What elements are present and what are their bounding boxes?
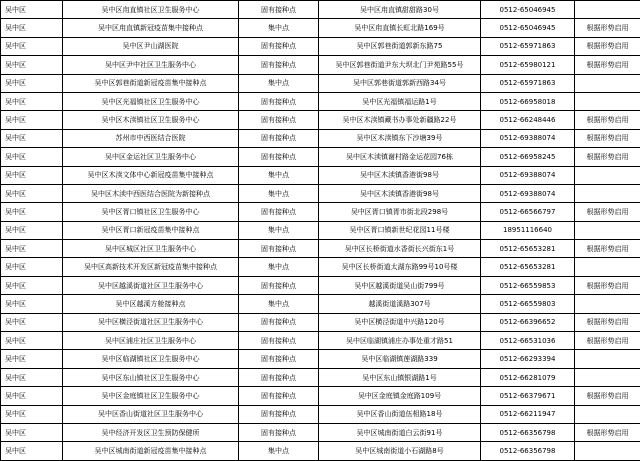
phone-cell: 0512-66958018 <box>481 92 575 110</box>
address-cell: 吴中区郭巷街道郭新东路75 <box>319 37 481 55</box>
note-cell: 根据形势启用 <box>575 423 640 441</box>
site-type-cell: 固有接种点 <box>239 368 319 386</box>
note-cell <box>575 74 640 92</box>
phone-cell: 0512-69388074 <box>481 129 575 147</box>
address-cell: 吴中区越溪街道吴山街799号 <box>319 276 481 294</box>
site-name-cell: 吴中区郭巷街道新冠疫苗集中接种点 <box>63 74 239 92</box>
note-cell <box>575 221 640 239</box>
table-row <box>1 56 640 74</box>
district-cell: 吴中区 <box>1 423 63 441</box>
site-name-cell: 吴中区木渎镇社区卫生服务中心 <box>63 111 239 129</box>
site-name-cell: 吴中区城区社区卫生服务中心 <box>63 240 239 258</box>
phone-cell: 0512-66356798 <box>481 442 575 460</box>
note-cell <box>575 92 640 110</box>
note-cell: 根据形势启用 <box>575 37 640 55</box>
note-cell: 根据形势启用 <box>575 129 640 147</box>
phone-cell: 0512-65653281 <box>481 240 575 258</box>
table-row <box>1 295 640 313</box>
phone-cell: 18951116640 <box>481 221 575 239</box>
district-cell: 吴中区 <box>1 184 63 202</box>
site-name-cell: 吴中区浦庄社区卫生服务中心 <box>63 332 239 350</box>
note-cell <box>575 368 640 386</box>
site-name-cell: 吴中区木渎文体中心新冠疫苗集中接种点 <box>63 166 239 184</box>
phone-cell: 0512-69388074 <box>481 166 575 184</box>
address-cell: 吴中区甪直镇甜甜路30号 <box>319 1 481 19</box>
phone-cell: 0512-66293394 <box>481 350 575 368</box>
phone-cell: 0512-65971863 <box>481 74 575 92</box>
district-cell: 吴中区 <box>1 111 63 129</box>
address-cell: 吴中区长桥街道太湖东路99号10号楼 <box>319 258 481 276</box>
phone-cell: 0512-66356798 <box>481 423 575 441</box>
note-cell <box>575 166 640 184</box>
table-row <box>1 184 640 202</box>
address-cell: 吴中区木渎镇东下沙塘39号 <box>319 129 481 147</box>
table-row <box>1 148 640 166</box>
district-cell: 吴中区 <box>1 92 63 110</box>
phone-cell: 0512-65046945 <box>481 19 575 37</box>
site-type-cell: 固有接种点 <box>239 56 319 74</box>
table-row <box>1 129 640 147</box>
note-cell: 根据形势启用 <box>575 19 640 37</box>
district-cell: 吴中区 <box>1 240 63 258</box>
address-cell: 吴中区郭巷街道尹东大坝北门尹苑路55号 <box>319 56 481 74</box>
district-cell: 吴中区 <box>1 387 63 405</box>
site-name-cell: 吴中区临湖镇社区卫生服务中心 <box>63 350 239 368</box>
district-cell: 吴中区 <box>1 203 63 221</box>
phone-cell: 0512-66396652 <box>481 313 575 331</box>
table-row <box>1 368 640 386</box>
site-type-cell: 固有接种点 <box>239 37 319 55</box>
site-type-cell: 固有接种点 <box>239 276 319 294</box>
site-name-cell: 吴中区香山街道社区卫生服务中心 <box>63 405 239 423</box>
site-name-cell: 吴中区木渎中西医结合医院为新接种点 <box>63 184 239 202</box>
site-name-cell: 吴中区横泾街道社区卫生服务中心 <box>63 313 239 331</box>
address-cell: 吴中区木渎镇香港街98号 <box>319 166 481 184</box>
phone-cell: 0512-66248446 <box>481 111 575 129</box>
address-cell: 吴中区木渎镇谢村路金运花园76栋 <box>319 148 481 166</box>
site-type-cell: 固有接种点 <box>239 350 319 368</box>
district-cell: 吴中区 <box>1 1 63 19</box>
address-cell: 吴中区郭巷街道郭新西路34号 <box>319 74 481 92</box>
site-name-cell: 吴中区高新技术开发区新冠疫苗集中接种点 <box>63 258 239 276</box>
address-cell: 吴中区甪直镇长虹北路169号 <box>319 19 481 37</box>
note-cell: 根据形势启用 <box>575 332 640 350</box>
district-cell: 吴中区 <box>1 129 63 147</box>
table-body <box>1 1 640 461</box>
phone-cell: 0512-66531036 <box>481 332 575 350</box>
site-type-cell: 固有接种点 <box>239 387 319 405</box>
address-cell: 吴中区长桥街道水香街长兴街东1号 <box>319 240 481 258</box>
district-cell: 吴中区 <box>1 295 63 313</box>
table-row <box>1 313 640 331</box>
note-cell: 根据形势启用 <box>575 313 640 331</box>
site-name-cell: 吴中经济开发区卫生预防保健所 <box>63 423 239 441</box>
site-name-cell: 吴中区金庭镇社区卫生服务中心 <box>63 387 239 405</box>
district-cell: 吴中区 <box>1 313 63 331</box>
district-cell: 吴中区 <box>1 74 63 92</box>
phone-cell: 0512-69388074 <box>481 184 575 202</box>
note-cell <box>575 184 640 202</box>
note-cell <box>575 405 640 423</box>
note-cell <box>575 295 640 313</box>
district-cell: 吴中区 <box>1 350 63 368</box>
address-cell: 吴中区临湖镇浦庄办事处重才路51 <box>319 332 481 350</box>
table-row <box>1 332 640 350</box>
table-row <box>1 350 640 368</box>
table-row <box>1 442 640 460</box>
site-name-cell: 吴中区越溪街道社区卫生服务中心 <box>63 276 239 294</box>
table-row <box>1 111 640 129</box>
phone-cell: 0512-65980121 <box>481 56 575 74</box>
site-type-cell: 固有接种点 <box>239 313 319 331</box>
table-row <box>1 203 640 221</box>
table-row <box>1 166 640 184</box>
site-type-cell: 集中点 <box>239 166 319 184</box>
address-cell: 吴中区木渎镇香港街98号 <box>319 184 481 202</box>
address-cell: 吴中区胥口镇新世纪花园11号楼 <box>319 221 481 239</box>
address-cell: 吴中区木渎镇藏书办事处新疆路22号 <box>319 111 481 129</box>
district-cell: 吴中区 <box>1 166 63 184</box>
table-row <box>1 405 640 423</box>
phone-cell: 0512-66379671 <box>481 387 575 405</box>
table-row <box>1 92 640 110</box>
district-cell: 吴中区 <box>1 442 63 460</box>
note-cell: 根据形势启用 <box>575 240 640 258</box>
address-cell: 吴中区东山镇银湖路1号 <box>319 368 481 386</box>
site-name-cell: 吴中区城南街道新冠疫苗集中接种点 <box>63 442 239 460</box>
table-row <box>1 423 640 441</box>
site-type-cell: 集中点 <box>239 19 319 37</box>
site-type-cell: 集中点 <box>239 295 319 313</box>
site-name-cell: 吴中区东山镇社区卫生服务中心 <box>63 368 239 386</box>
site-type-cell: 固有接种点 <box>239 92 319 110</box>
address-cell: 吴中区香山街道伍相路18号 <box>319 405 481 423</box>
site-type-cell: 集中点 <box>239 442 319 460</box>
note-cell <box>575 442 640 460</box>
site-name-cell: 吴中区越溪方舱接种点 <box>63 295 239 313</box>
address-cell: 吴中区临湖镇莲湖路339 <box>319 350 481 368</box>
phone-cell: 0512-66211947 <box>481 405 575 423</box>
site-type-cell: 固有接种点 <box>239 405 319 423</box>
site-name-cell: 苏州市中西医结合医院 <box>63 129 239 147</box>
note-cell: 根据形势启用 <box>575 56 640 74</box>
address-cell: 吴中区城南街道白云街91号 <box>319 423 481 441</box>
note-cell: 根据形势启用 <box>575 276 640 294</box>
site-type-cell: 固有接种点 <box>239 148 319 166</box>
site-name-cell: 吴中区甪直镇社区卫生服务中心 <box>63 1 239 19</box>
table-row <box>1 387 640 405</box>
table-row <box>1 221 640 239</box>
site-type-cell: 集中点 <box>239 184 319 202</box>
district-cell: 吴中区 <box>1 37 63 55</box>
district-cell: 吴中区 <box>1 368 63 386</box>
phone-cell: 0512-66566797 <box>481 203 575 221</box>
address-cell: 吴中区胥口镇胥市街北段298号 <box>319 203 481 221</box>
phone-cell: 0512-66559803 <box>481 295 575 313</box>
district-cell: 吴中区 <box>1 221 63 239</box>
table-row <box>1 258 640 276</box>
district-cell: 吴中区 <box>1 56 63 74</box>
note-cell: 根据形势启用 <box>575 148 640 166</box>
note-cell <box>575 1 640 19</box>
table-row <box>1 74 640 92</box>
table-row <box>1 240 640 258</box>
site-name-cell: 吴中区光福镇社区卫生服务中心 <box>63 92 239 110</box>
note-cell <box>575 350 640 368</box>
district-cell: 吴中区 <box>1 19 63 37</box>
note-cell: 根据形势启用 <box>575 203 640 221</box>
site-type-cell: 集中点 <box>239 258 319 276</box>
site-name-cell: 吴中区金运社区卫生服务中心 <box>63 148 239 166</box>
site-type-cell: 固有接种点 <box>239 423 319 441</box>
site-name-cell: 吴中区胥口新冠疫苗集中接种点 <box>63 221 239 239</box>
site-name-cell: 吴中区甪直镇新冠疫苗集中接种点 <box>63 19 239 37</box>
address-cell: 吴中区光福镇福运路1号 <box>319 92 481 110</box>
district-cell: 吴中区 <box>1 276 63 294</box>
site-type-cell: 固有接种点 <box>239 203 319 221</box>
district-cell: 吴中区 <box>1 148 63 166</box>
phone-cell: 0512-65046945 <box>481 1 575 19</box>
address-cell: 越溪街道溪路307号 <box>319 295 481 313</box>
site-type-cell: 固有接种点 <box>239 1 319 19</box>
table-row <box>1 37 640 55</box>
note-cell: 根据形势启用 <box>575 111 640 129</box>
address-cell: 吴中区城南街道小石湖路8号 <box>319 442 481 460</box>
table-row <box>1 276 640 294</box>
note-cell: 根据形势启用 <box>575 387 640 405</box>
site-type-cell: 集中点 <box>239 221 319 239</box>
site-type-cell: 集中点 <box>239 74 319 92</box>
site-type-cell: 固有接种点 <box>239 129 319 147</box>
site-type-cell: 固有接种点 <box>239 240 319 258</box>
table-row <box>1 19 640 37</box>
district-cell: 吴中区 <box>1 332 63 350</box>
table-row <box>1 1 640 19</box>
site-name-cell: 吴中区尹山湖医院 <box>63 37 239 55</box>
phone-cell: 0512-66559853 <box>481 276 575 294</box>
site-type-cell: 固有接种点 <box>239 111 319 129</box>
note-cell <box>575 258 640 276</box>
site-name-cell: 吴中区胥口镇社区卫生服务中心 <box>63 203 239 221</box>
district-cell: 吴中区 <box>1 405 63 423</box>
phone-cell: 0512-65971863 <box>481 37 575 55</box>
district-cell: 吴中区 <box>1 258 63 276</box>
phone-cell: 0512-66281079 <box>481 368 575 386</box>
address-cell: 吴中区横泾街道中兴路120号 <box>319 313 481 331</box>
site-name-cell: 吴中区尹中社区卫生服务中心 <box>63 56 239 74</box>
address-cell: 吴中区金庭镇金庭路109号 <box>319 387 481 405</box>
phone-cell: 0512-66958245 <box>481 148 575 166</box>
site-type-cell: 固有接种点 <box>239 332 319 350</box>
phone-cell: 0512-65653281 <box>481 258 575 276</box>
